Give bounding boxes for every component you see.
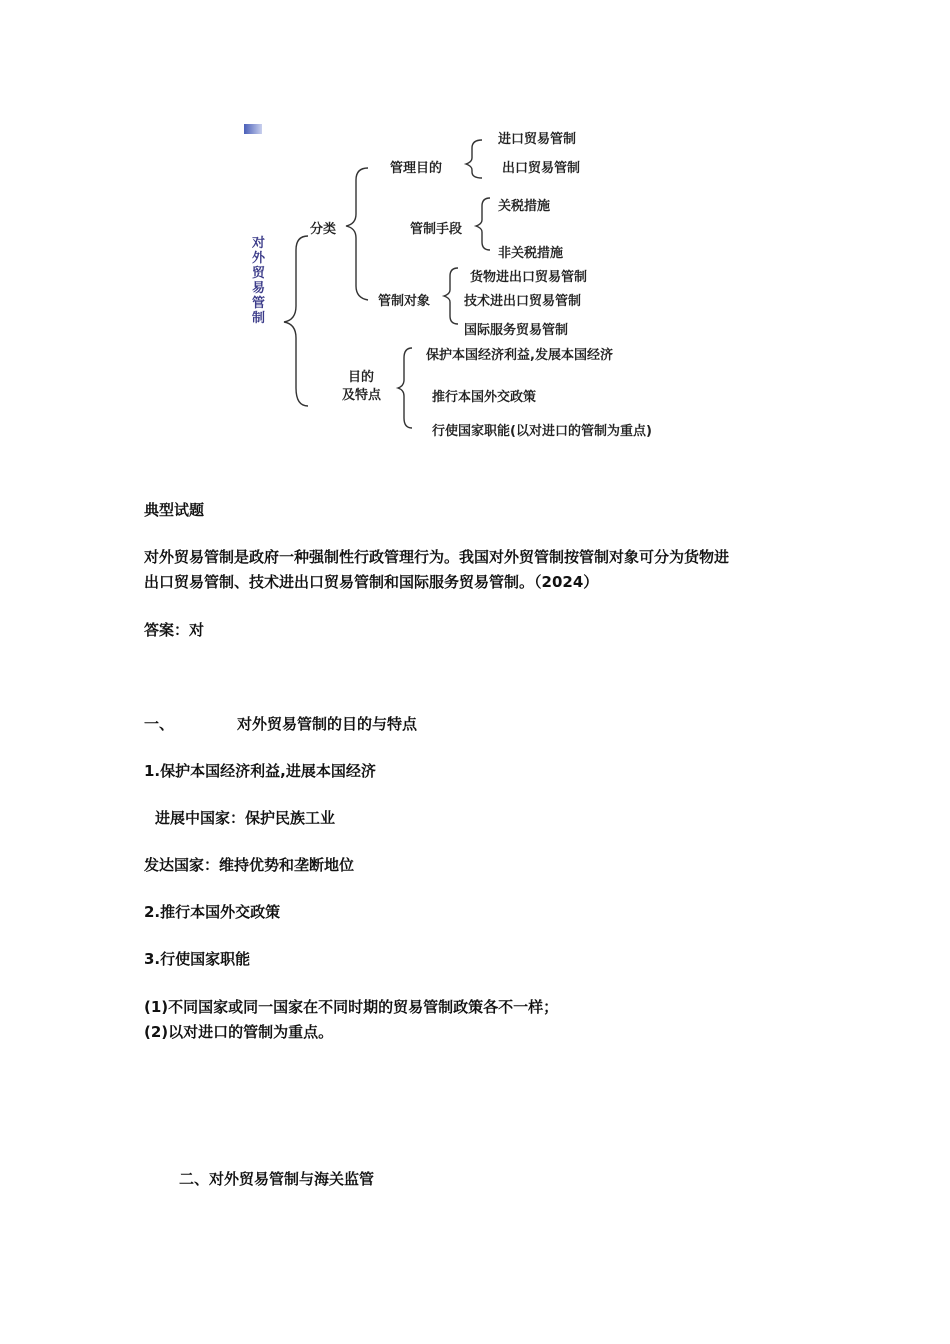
section2-title: 二、对外贸易管制与海关监管 (179, 1170, 375, 1188)
feature-brace-icon (398, 348, 412, 428)
point3-sub1: (1)不同国家或同一国家在不同时期的贸易管制政策各不一样； (144, 998, 559, 1016)
point1-sub-developing: 进展中国家：保护民族工业 (155, 809, 336, 827)
export-control-item: 出口贸易管制 (502, 161, 581, 176)
feature-item-protect: 保护本国经济利益,发展本国经济 (426, 348, 613, 363)
object-brace-icon (444, 268, 458, 324)
goods-trade-item: 货物进出口贸易管制 (470, 270, 588, 285)
category-brace-icon (346, 168, 368, 300)
means-brace-icon (476, 198, 490, 250)
branch-category-label: 分类 (310, 222, 337, 237)
answer-text: 答案：对 (144, 621, 205, 639)
service-trade-item: 国际服务贸易管制 (464, 323, 569, 338)
diagram-root-label: 对外贸易管制 (252, 236, 266, 326)
typical-question-heading: 典型试题 (144, 501, 205, 519)
object-label: 管制对象 (378, 294, 431, 309)
means-label: 管制手段 (410, 222, 463, 237)
point1-text: 1.保护本国经济利益,进展本国经济 (144, 762, 376, 780)
tariff-item: 关税措施 (498, 199, 551, 214)
feature-item-function: 行使国家职能(以对进口的管制为重点) (432, 424, 652, 439)
root-brace-icon (284, 236, 308, 406)
point1-sub-developed: 发达国家：维持优势和垄断地位 (144, 856, 355, 874)
section1-title: 对外贸易管制的目的与特点 (237, 715, 418, 733)
non-tariff-item: 非关税措施 (498, 246, 564, 261)
tech-trade-item: 技术进出口贸易管制 (464, 294, 582, 309)
purpose-label: 管理目的 (390, 161, 443, 176)
purpose-brace-icon (466, 140, 482, 178)
point3-text: 3.行使国家职能 (144, 950, 251, 968)
feature-item-diplomacy: 推行本国外交政策 (432, 390, 537, 405)
point2-text: 2.推行本国外交政策 (144, 903, 281, 921)
import-control-item: 进口贸易管制 (498, 132, 577, 147)
point3-sub2: (2)以对进口的管制为重点。 (144, 1023, 334, 1041)
question-text-line2: 出口贸易管制、技术进出口贸易管制和国际服务贸易管制。（2024） (144, 573, 599, 591)
feature-label-line2: 及特点 (342, 388, 382, 403)
feature-label-line1: 目的 (348, 370, 375, 385)
question-text-line1: 对外贸易管制是政府一种强制性行政管理行为。我国对外贸管制按管制对象可分为货物进 (144, 548, 730, 566)
trade-control-diagram (240, 118, 710, 450)
section1-number: 一、 (144, 715, 175, 733)
